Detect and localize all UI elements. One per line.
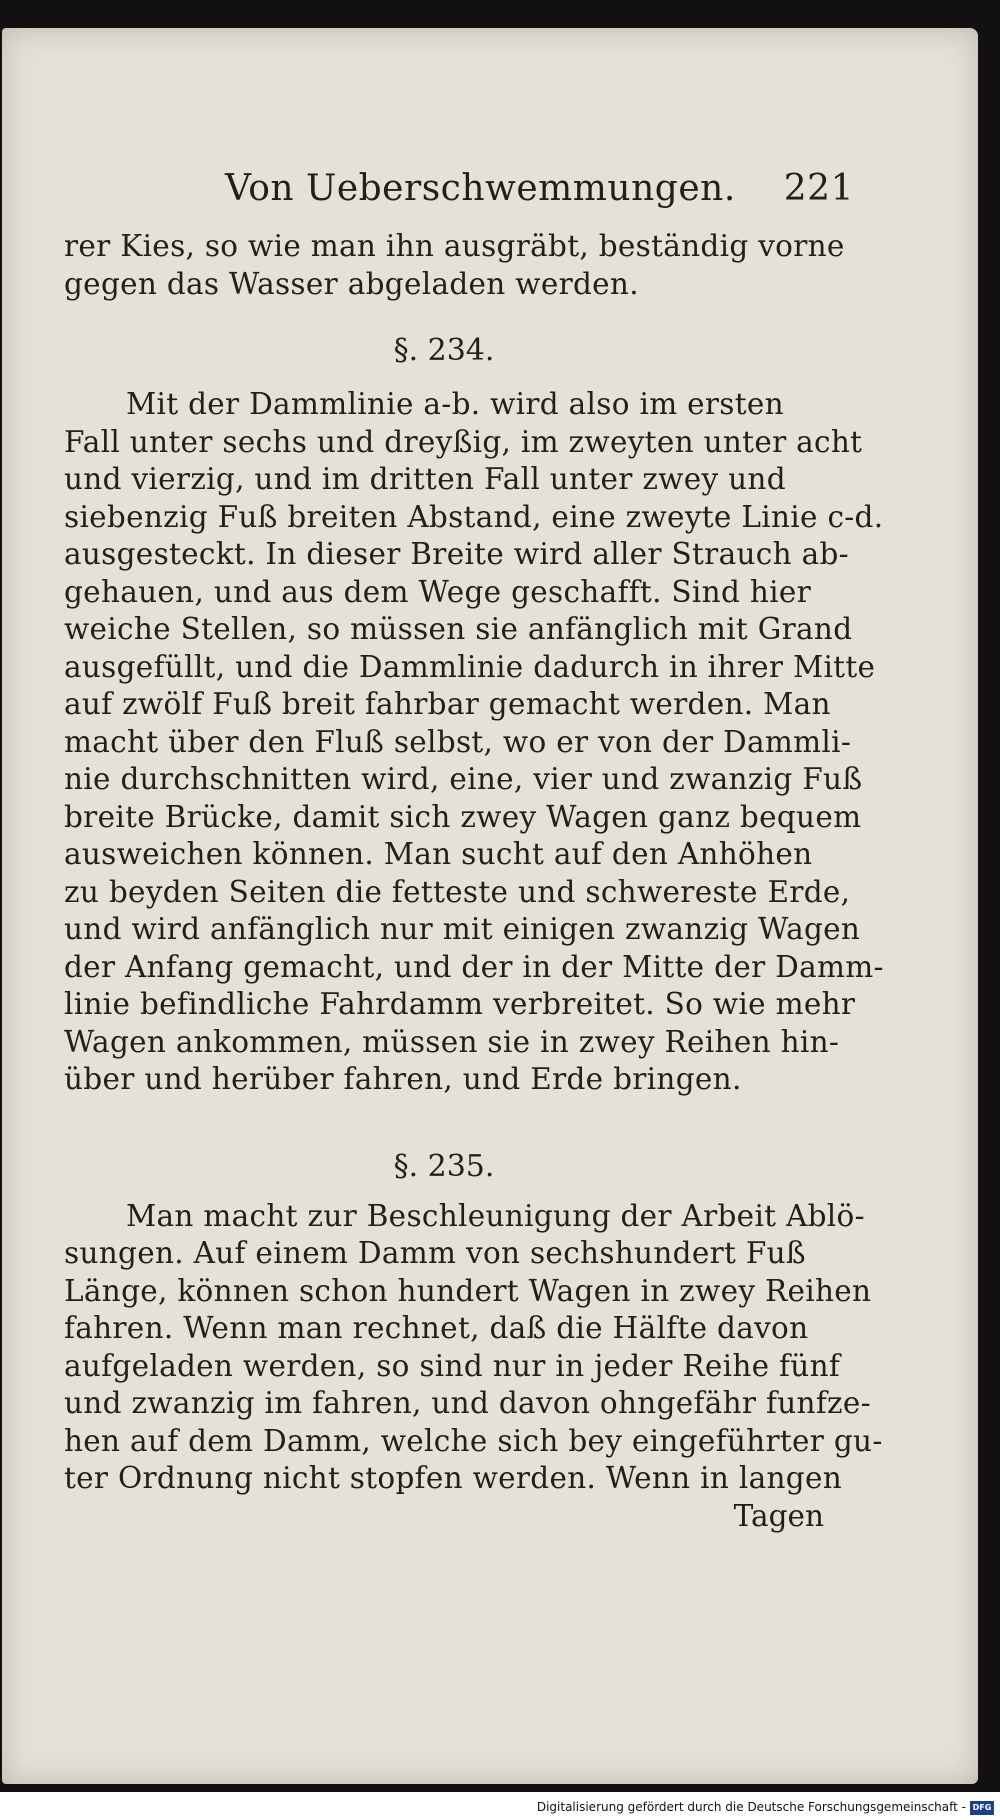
text-line: Fall unter sechs und dreyßig, im zweyten unter acht — [64, 424, 863, 459]
text-line: sungen. Auf einem Damm von sechshundert Fuß — [64, 1236, 806, 1270]
page-number: 221 — [783, 168, 854, 209]
running-title: Von Ueberschwemmungen. — [225, 168, 736, 209]
section-235-paragraph — [64, 1198, 883, 1498]
text-line: Man macht zur Beschleunigung der Arbeit Ablö- — [126, 1198, 865, 1233]
text-line: ter Ordnung nicht stopfen werden. Wenn in langen — [64, 1461, 843, 1495]
text-line: weiche Stellen, so müssen sie anfänglich mit Grand — [64, 612, 853, 646]
running-head — [64, 168, 854, 228]
text-line: gegen das Wasser abgeladen werden. — [64, 266, 639, 301]
text-line: Mit der Dammlinie a-b. wird also im ersten — [126, 387, 784, 421]
section-heading-235: §. 235. — [393, 1148, 495, 1184]
text-line: über und herüber fahren, und Erde bringen. — [64, 1062, 742, 1096]
text-line: rer Kies, so wie man ihn ausgräbt, beständig vorne — [64, 229, 845, 263]
text-line: Wagen ankommen, müssen sie in zwey Reihen hin- — [64, 1024, 840, 1059]
text-line: und vierzig, und im dritten Fall unter zwey und — [64, 462, 786, 496]
text-line: gehauen, und aus dem Wege geschafft. Sind hier — [64, 574, 812, 609]
footer-bar — [0, 1792, 1000, 1820]
section-heading-234: §. 234. — [393, 333, 495, 368]
text-line: der Anfang gemacht, und der in der Mitte der Damm- — [64, 949, 884, 984]
text-line: linie befindliche Fahrdamm verbreitet. So wie mehr — [64, 987, 856, 1021]
catchword: Tagen — [733, 1498, 824, 1533]
text-line: breite Brücke, damit sich zwey Wagen ganz bequem — [64, 799, 862, 834]
dfg-logo-icon: DFG — [970, 1801, 994, 1815]
text-line: und zwanzig im fahren, und davon ohngefähr funfze- — [64, 1386, 871, 1420]
text-line: macht über den Fluß selbst, wo er von der Dammli- — [64, 724, 852, 759]
section-234-paragraph — [64, 386, 884, 1099]
text-line: hen auf dem Damm, welche sich bey eingeführter gu- — [64, 1423, 883, 1458]
page-content — [64, 168, 884, 1535]
text-line: Länge, können schon hundert Wagen in zwey Reihen — [64, 1273, 872, 1308]
text-line: auf zwölf Fuß breit fahrbar gemacht werden. Man — [64, 687, 831, 721]
text-line: ausweichen können. Man sucht auf den Anhöhen — [64, 837, 813, 871]
text-line: ausgesteckt. In dieser Breite wird aller Strauch ab- — [64, 537, 849, 571]
text-line: nie durchschnitten wird, eine, vier und zwanzig Fuß — [64, 762, 863, 796]
funding-credit: Digitalisierung gefördert durch die Deutsche Forschungsgemeinschaft - — [536, 1800, 966, 1814]
text-line: aufgeladen werden, so sind nur in jeder Reihe fünf — [64, 1348, 841, 1383]
text-line: zu beyden Seiten die fetteste und schwereste Erde, — [64, 874, 851, 909]
text-line: ausgefüllt, und die Dammlinie dadurch in ihrer Mitte — [64, 649, 876, 684]
book-page — [2, 28, 978, 1784]
carryover-text — [64, 228, 845, 303]
text-line: und wird anfänglich nur mit einigen zwanzig Wagen — [64, 912, 861, 946]
text-line: siebenzig Fuß breiten Abstand, eine zweyte Linie c-d. — [64, 499, 884, 534]
text-line: fahren. Wenn man rechnet, daß die Hälfte davon — [64, 1311, 809, 1345]
